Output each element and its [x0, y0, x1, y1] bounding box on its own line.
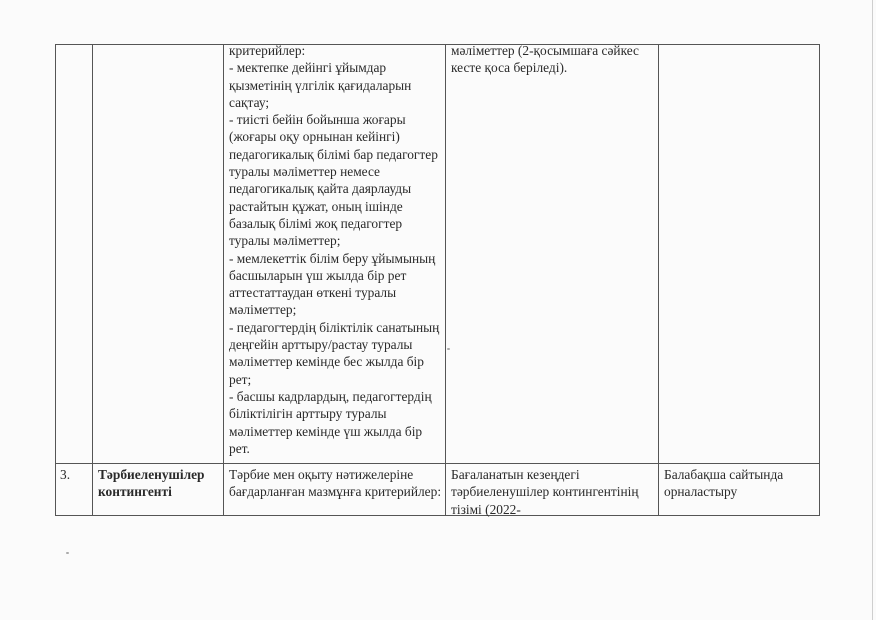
top-row-criteria-text: критерийлер: - мектепке дейінгі ұйымдар қызметінің үлгілік қағидаларын сақтау; - тиісті бейін бойынша жоғары (жоғары оқу орнынан кейінгі) педагогикалық білімі бар педагогтер туралы мәліметтер немесе педагогикалық қайта даярлауды растайтын құжат, оның ішінде базалық білімі жоқ педагогтер туралы мәліметтер; - мемлекеттік білім беру ұйымының басшыларын үш жылда бір рет аттестаттаудан өткені туралы мәліметтер; - педагогтердің біліктілік санатының деңгейін арттыру/растау туралы мәліметтер кемінде бес жылда бір рет; - басшы кадрлардың, педагогтердің біліктілігін арттыру туралы мәліметтер кемінде үш жылда бір рет.: [229, 43, 440, 456]
row-placement-text: Балабақша сайтында орналастыру: [664, 467, 784, 500]
column-rule: [92, 45, 93, 515]
column-rule: [445, 45, 446, 515]
scan-speck: [66, 552, 69, 554]
row-evidence-text: Бағаланатын кезеңдегі тәрбиеленушілер контингентінің тізімі (2022-: [451, 467, 639, 517]
row-number: 3.: [60, 467, 71, 482]
row-criteria-text: Тәрбие мен оқыту нәтижелеріне бағдарланған мазмұнға критерийлер:: [229, 467, 442, 500]
scan-speck: [447, 348, 450, 350]
row-title: Тәрбиеленушілер контингенті: [98, 467, 205, 500]
column-rule: [658, 45, 659, 515]
top-row-evidence-text: мәліметтер (2-қосымшаға сәйкес кесте қоса беріледі).: [451, 43, 639, 76]
page-edge: [872, 0, 873, 620]
criteria-table: [55, 44, 820, 516]
column-rule: [223, 45, 224, 515]
row-rule: [56, 463, 819, 464]
